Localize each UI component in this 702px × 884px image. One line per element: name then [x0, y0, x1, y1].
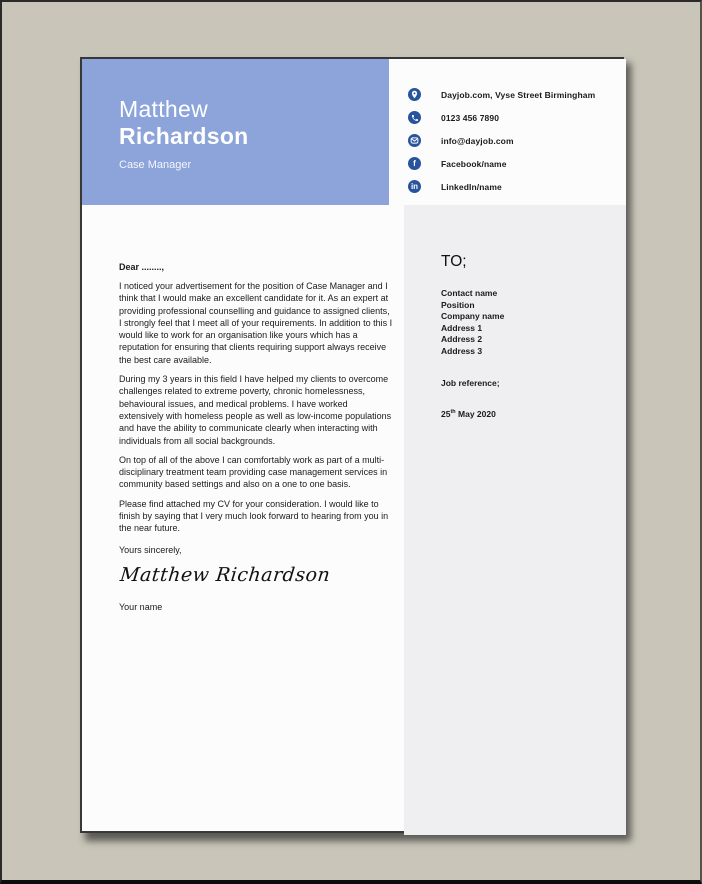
- letter-date: [441, 409, 626, 419]
- signature: Matthew Richardson: [119, 563, 332, 586]
- name-header: [82, 59, 389, 205]
- sender-name-placeholder: Your name: [119, 601, 163, 612]
- recipient-heading: TO;: [441, 253, 467, 270]
- contact-phone-label: 0123 456 7890: [441, 112, 500, 123]
- location-pin-icon: [408, 88, 421, 101]
- letter-body: [119, 262, 393, 612]
- recipient-panel: [404, 205, 626, 835]
- contact-row-email: [408, 134, 514, 147]
- contact-row-phone: [408, 111, 499, 124]
- recipient-address-1: Address 1: [441, 322, 483, 333]
- contact-location-label: Dayjob.com, Vyse Street Birmingham: [441, 89, 596, 100]
- first-name: Matthew: [119, 96, 209, 122]
- paragraph-experience: During my 3 years in this field I have helped my clients to overcome challenges related to extreme poverty, chronic homelessness, behavioural issues, and medical problems. I have worked extensively with homeless people as well as low-income populations and have the ability to communicate clearly when interacting with individuals from all social backgrounds.: [119, 374, 392, 446]
- date-rest: May 2020: [455, 409, 496, 419]
- linkedin-glyph: in: [410, 182, 419, 191]
- phone-icon: [408, 111, 421, 124]
- greeting: Dear ........,: [119, 262, 165, 272]
- recipient-contact-name: Contact name: [441, 288, 498, 298]
- recipient-company-name: Company name: [441, 311, 505, 321]
- contact-block: [389, 59, 626, 205]
- contact-email-label: info@dayjob.com: [441, 135, 514, 146]
- recipient-address-2: Address 2: [441, 334, 483, 344]
- cover-letter-page: [80, 57, 624, 833]
- contact-row-linkedin: [408, 180, 502, 193]
- email-icon: [408, 134, 421, 147]
- paragraph-intro: I noticed your advertisement for the position of Case Manager and I think that I would make an excellent candidate for it. As an expert at providing professional counselling and guidance to assigned clients, I strongly feel that I meet all of your requirements. In addition to this I would like to work for an organisation like yours which has a reputation for ensuring that clients requiring support always receive the best care available.: [119, 281, 393, 365]
- date-ordinal: th: [450, 409, 456, 416]
- linkedin-icon: [408, 180, 421, 193]
- contact-row-facebook: [408, 157, 507, 170]
- contact-facebook-label: Facebook/name: [441, 158, 507, 169]
- date-day: 25: [441, 409, 451, 419]
- facebook-glyph: f: [413, 159, 416, 168]
- contact-row-location: [408, 88, 595, 101]
- recipient-address: [441, 288, 626, 357]
- closing: Yours sincerely,: [119, 544, 182, 555]
- facebook-icon: [408, 157, 421, 170]
- recipient-address-3: Address 3: [441, 345, 483, 356]
- paragraph-teamwork: On top of all of the above I can comfortably work as part of a multi-disciplinary treatment team providing case management services in community based settings and also on a one to one basis.: [119, 454, 388, 490]
- paragraph-cv-attached: Please find attached my CV for your consideration. I would like to finish by saying that I very much look forward to hearing from you in the near future.: [119, 498, 389, 534]
- recipient-position: Position: [441, 299, 475, 310]
- job-title: Case Manager: [119, 159, 192, 171]
- job-reference: Job reference;: [441, 378, 500, 388]
- contact-linkedin-label: LinkedIn/name: [441, 181, 502, 192]
- last-name: Richardson: [119, 123, 249, 149]
